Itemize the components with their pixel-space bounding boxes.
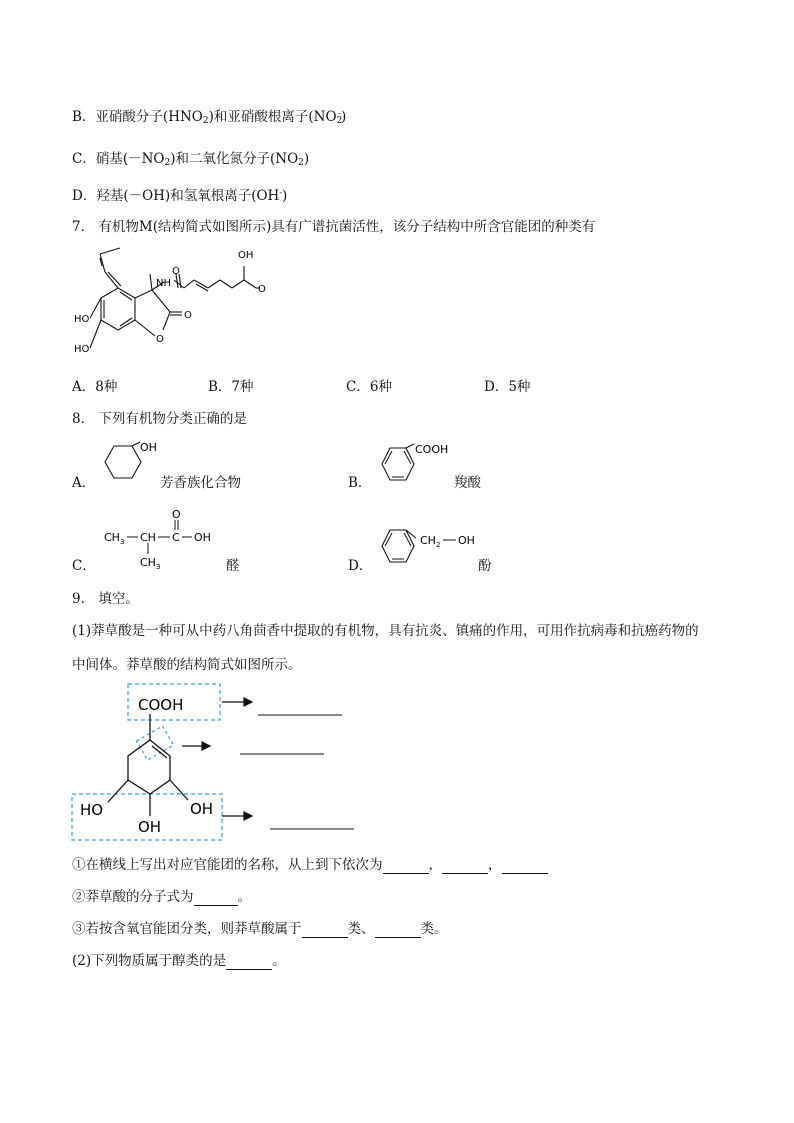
text: 类、 [347,921,375,937]
nh-label: NH [156,278,171,289]
q7-stem: 7． 有机物M(结构简式如图所示)具有广谱抗菌活性，该分子结构中所含官能团的种类有 [72,219,596,235]
ring-o-label: O [156,334,164,345]
text: ， [428,857,442,873]
ch3-label: CH [140,556,156,569]
q9-p1-line1: (1)莽草酸是一种可从中药八角茴香中提取的有机物，具有抗炎、镇痛的作用，可用作抗病毒和抗癌药物的 [72,623,699,639]
formula-no2-ion: NO [313,109,337,125]
subscript: 2 [164,158,171,168]
text: B．亚硝酸分子( [72,109,169,125]
ho-label-1: HO [74,314,90,325]
q6-option-c [72,150,309,170]
text: ) [282,188,288,204]
oh-label: OH [194,531,211,544]
benzyl-alcohol-figure [368,522,488,572]
text: 。 [272,953,286,969]
benzoic-acid-figure [368,440,458,490]
subscript: 2 [336,116,343,126]
blank-field[interactable] [375,923,421,938]
isobutyric-acid-figure [100,506,230,570]
text: 。 [237,889,251,905]
text: (2)下列物质属于醇类的是 [72,953,227,969]
text: ①在横线上写出对应官能团的名称，从上到下依次为 [72,857,383,873]
q8-a-letter: A． [72,475,96,491]
q8-a-class: 芳香族化合物 [160,475,241,491]
q6-option-d [72,187,287,207]
q8-b-letter: B． [348,475,372,491]
superscript: - [338,109,341,118]
shikimic-acid-figure [70,680,370,845]
acid-o-label: O [258,284,266,295]
subscript: 2 [436,541,441,549]
text: D．羟基(－OH)和氢氧根离子( [72,188,257,204]
q9-stem: 9． 填空。 [72,591,139,607]
text: ) [303,151,310,167]
q8-d-letter: D． [348,558,373,574]
c-label: C [172,531,180,544]
subscript: 2 [298,158,304,168]
q7-option-d: D．5种 [484,379,531,395]
q9-sub1 [72,856,548,874]
keto-o-label: O [184,310,192,321]
arrow-icon [244,812,252,820]
amide-o-label: O [172,266,180,277]
cyclohexanol-figure [92,440,162,490]
cooh-label: COOH [415,443,449,456]
ch2-label: CH [420,534,436,547]
ch3-label: CH [104,531,120,544]
text: C．硝基(－ [72,151,142,167]
q9-p2 [72,952,286,970]
subscript: 3 [120,538,125,546]
blank-field[interactable] [302,923,348,938]
text: 类。 [420,921,448,937]
q8-stem: 8． 下列有机物分类正确的是 [72,411,247,427]
ho-label: HO [80,801,104,819]
q7-option-c: C．6种 [346,379,392,395]
q7-option-a: A．8种 [72,379,118,395]
oh-label: OH [458,534,475,547]
ch-label: CH [140,531,156,544]
q8-d-class: 酚 [478,558,492,574]
blank-field[interactable] [194,891,238,906]
q8-c-letter: C． [72,558,96,574]
subscript: 3 [156,563,161,570]
text: ②莽草酸的分子式为 [72,889,194,905]
oh-label: OH [140,441,157,454]
q7-structure-figure [60,244,280,369]
formula-hno2: HNO [168,109,203,125]
oh-bottom-label: OH [138,818,162,836]
q9-p1-line2: 中间体。莽草酸的结构简式如图所示。 [72,657,302,673]
cooh-label: COOH [138,696,184,714]
formula-no2-molecule: NO [275,151,299,167]
oh-label: OH [238,250,254,261]
subscript: 2 [202,116,209,126]
text: ) [340,109,347,125]
blank-field[interactable] [442,859,488,874]
text: )和亚硝酸根离子( [208,109,314,125]
text: ③若按含氧官能团分类，则莽草酸属于 [72,921,302,937]
q8-b-class: 羧酸 [454,475,481,491]
q9-sub2 [72,888,251,906]
o-label: O [172,508,181,521]
blank-field[interactable] [226,955,272,970]
q8-c-class: 醛 [226,558,240,574]
formula-oh: OH [256,188,280,204]
arrow-icon [202,742,210,750]
formula-no2: NO [141,151,165,167]
oh-label: OH [190,800,214,818]
text: )和二氧化氮分子( [170,151,276,167]
blank-field[interactable] [383,859,429,874]
q6-option-b [72,108,346,128]
text: ， [488,857,502,873]
ho-label-2: HO [74,344,90,355]
superscript: - [279,188,283,197]
blank-field[interactable] [502,859,548,874]
q9-sub3 [72,920,448,938]
arrow-icon [244,698,252,706]
q7-option-b: B．7种 [208,379,254,395]
